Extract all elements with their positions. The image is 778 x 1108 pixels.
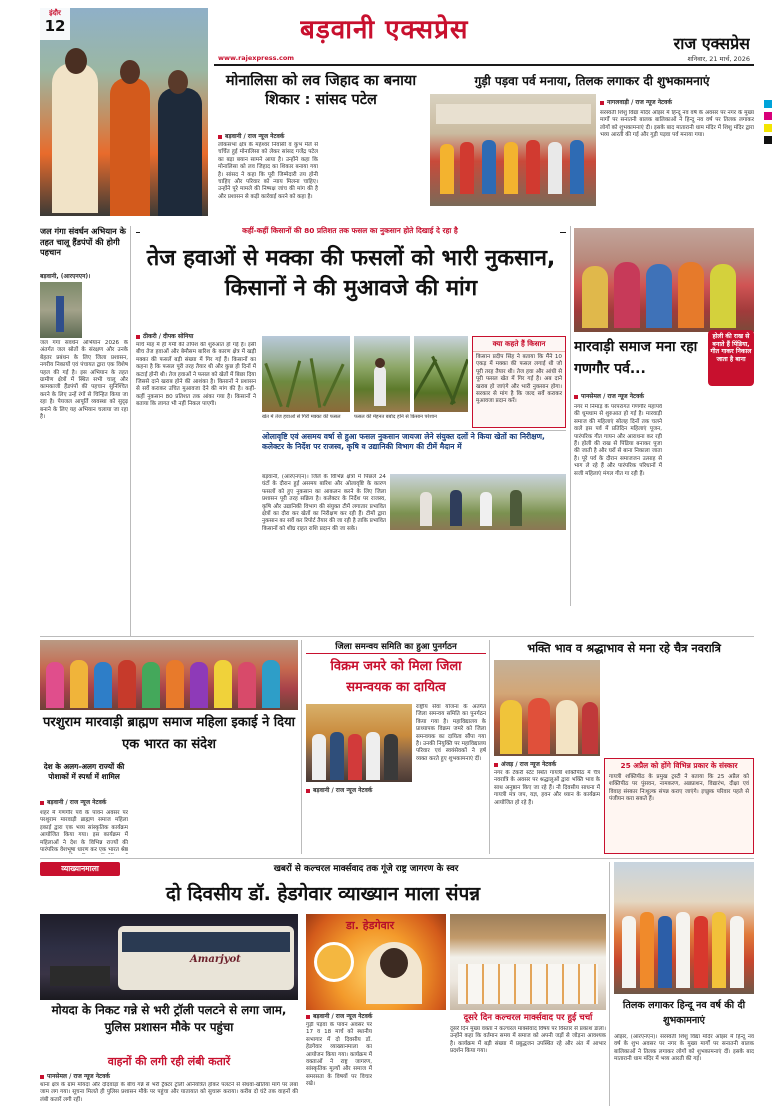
page-number-box [40,8,70,40]
hedgewar-poster-text: डा. हेडगेवार [346,919,395,932]
gudi-byline: नागलवाड़ी / राज न्यूज नेटवर्क [600,98,754,107]
right-column-rule [570,226,571,606]
hedgewar-headline: दो दिवसीय डॉ. हेडगेवार व्याख्यान माला संपन्न [165,883,481,905]
gudi-headline: गुड़ी पड़वा पर्व मनाया, तिलक लगाकर दी शुभकामनाएं [474,74,710,88]
hedgewar-sub-body: दूसरे दिन मुख्य वक्ता ने कल्चरल मार्क्सवाद विषय पर विस्तार से प्रकाश डाला। उन्होंने कहा कि वर्तमान समय में समाज को अपनी जड़ों से जोड़ना आवश्यक है। कार्यक्रम में बड़ी संख्या में प्रबुद्धजन उपस्थित रहे और अंत में आभार प्रदर्शन किया गया। [450,1026,606,1055]
hedgewar-audience-photo [450,914,606,1010]
main-byline: ठीकरी / दीपक सोनिया [136,332,256,341]
gudi-photo [430,94,596,206]
navratri-headline: भक्ति भाव व श्रद्धाभाव से मना रहे चैत्र नवरात्रि [527,641,721,655]
monalisa-byline: बड़वानी / राज न्यूज नेटवर्क [218,132,418,141]
main-body-col2 [136,520,256,640]
vikram-headline: विक्रम जमरे को मिला जिला समन्वयक का दायित्व [330,659,462,695]
hedgewar-byline: बड़वानी / राज न्यूज नेटवर्क [306,1012,446,1021]
masthead-title: बड़वानी एक्सप्रेस [300,15,469,45]
main-photo-1 [262,336,350,412]
monalisa-headline: मोनालिसा को लव जिहाद का बनाया शिकार : सांसद पटेल [225,73,417,108]
parshuram-subhead: देश के अलग-अलग राज्यों की पोशाकों में स्पर्धा में शामिल [43,762,125,781]
registration-marks [764,100,772,1000]
page-number: 12 [44,17,66,35]
masthead-date: शनिवार, 21 मार्च, 2026 [687,55,750,63]
collector-headline: ओलावृष्टि एवं असमय वर्षा से हुआ फसल नुकसान जायजा लेने संयुक्त दलों ने किया खेतों का निरीक्षण, कलेक्टर के निर्देश पर राजस्व, कृषि व उद्यानिकी विभाग की टीमें मैदान में [262,432,545,451]
sanskar-title: 25 अप्रैल को होंगे विभिन्न प्रकार के संस्कार [620,761,738,770]
hedgewar-poster [306,914,446,1010]
lower-divider [40,858,754,859]
collector-body-cont [390,534,566,604]
main-photo-3 [414,336,468,412]
jam-subhead: वाहनों की लगी रही लंबी कतारें [107,1055,231,1068]
city-label: इंदौर [49,9,61,17]
main-headline: तेज हवाओं से मक्का की फसलों को भारी नुकसान, किसानों ने की मुआवजे की मांग [146,246,556,301]
tilak-left-rule [609,862,610,1106]
bus-photo [40,914,298,1000]
monalisa-body: लोकसभा क्षेत्र के महेश्वर निवासी व कुंभ मेले से चर्चित हुई मोनालिसा को लेकर सांसद गजेंद्र पटेल का बड़ा बयान सामने आया है। उन्होंने कहा कि मोनालिसा को लव जिहाद का शिकार बनाया गया है। सांसद ने कहा कि पूरी जिम्मेदारी तय होनी चाहिए और परिवार को न्याय मिलना चाहिए। उन्होंने पूरे मामले की निष्पक्ष जांच की मांग की है और प्रशासन से कड़ी कार्रवाई करने को कहा है। [218,142,318,200]
parshuram-body-col3 [216,762,298,854]
navratri-body-col2 [604,660,754,756]
vikram-kicker: जिला समन्वय समिति का हुआ पुनर्गठन [306,640,486,654]
hedgewar-body-col2 [376,1022,446,1106]
kisan-box [472,336,566,428]
navratri-byline: अंजड़ / राज न्यूज नेटवर्क [494,760,600,769]
vikram-left-rule [301,640,302,854]
parshuram-headline: परशुराम मारवाड़ी ब्राह्मण समाज महिला इकाई ने दिया एक भारत का संदेश [43,715,295,752]
hedgewar-kicker-label: व्याख्यानमाला [40,862,120,876]
jal-photo [40,282,82,338]
parshuram-byline: बड़वानी / राज न्यूज नेटवर्क [40,798,128,807]
marwadi-body: नगर में निमाड़ के परंपरागत गणगौर महापर्व की धूमधाम से शुरुआत हो गई है। मारवाड़ी समाज की महिलाएं सोलह दिनों तक चलने वाले इस पर्व में प्रतिदिन महिलाएं पूजन, पारंपरिक गीत गायन और आराधना कर रही हैं। होली की राख से पिंडिया बनाकर पूजा की जाती है और घरों से बाना निकाला जाता है। पूरे पर्व के दौरान समाजजन उत्साह से भाग ले रहे हैं और पारंपरिक परिधानों में सजी महिलाएं मंगल गीत गा रही हैं। [574,404,662,477]
tilak-headline: तिलक लगाकर हिन्दू नव वर्ष की दी शुभकामनाएं [622,1000,746,1026]
masthead-divider [214,64,754,66]
jal-body: जल गंगा संवर्धन अभियान 2026 के अंतर्गत जल स्रोतों के संरक्षण और उनके बेहतर प्रबंधन के लिए जिला प्रशासन, नगरीय निकायों एवं पंचायत द्वारा एक विशेष पहल की गई है। इस अभियान के तहत ग्रामीण क्षेत्रों में स्थित सभी चालू और कामकाजी हैंडपंपों की पहचान सुनिश्चित करने के लिए उन्हें रंगों से चिन्हित किया जा रहा है। पेयजल आपूर्ति व्यवस्था को सुदृढ़ बनाने के लिए यह अभियान चलाया जा रहा है। [40,340,128,421]
main-photo-caption: खेत में तेज हवाओं से गिरी मक्का की फसल [262,414,341,420]
tilak-photo [614,862,754,994]
main-kicker: कहीं-कहीं किसानों की 80 प्रतिशत तक फसल का नुकसान होते दिखाई दे रहा है [140,226,560,238]
vikram-body-cont [306,798,412,854]
parshuram-photo [40,640,298,710]
collector-top-rule [262,430,566,431]
vikram-body: राष्ट्रीय सेवा योजना के अंतर्गत जिला समन्वय समिति का पुनर्गठन किया गया है। महाविद्यालय के प्राध्यापक विक्रम जमरे को जिला समन्वयक का दायित्व सौंपा गया है। उनकी नियुक्ति पर महाविद्यालय परिवार एवं स्वयंसेवकों ने हर्ष व्यक्त करते हुए शुभकामनाएं दीं। [416,704,486,762]
masthead-brand: राज एक्सप्रेस [673,34,750,52]
tilak-body: ओझर, (आरएनएन)। सरस्वती शिशु विद्या मंदिर ओझर में हिन्दू नव वर्ष के शुभ अवसर पर नगर के मुख्य मार्गों पर सनातनी बालक बालिकाओं ने तिलक लगाकर लोगों को शुभकामनाएं दीं। इसके बाद मातारानी धाम मंदिर में भव्य आरती की गई। [614,1034,754,1063]
jal-byline: बड़वानी, (आरएनएन)। [40,273,91,280]
collector-body: बड़वानी, (आरएनएन)। जिले के विभिन्न क्षेत्रों में पिछले 24 घंटों के दौरान हुई असमय बारिश और ओलावृष्टि के कारण फसलों को हुए नुकसान का आकलन करने के लिए जिला प्रशासन पूरी तरह सक्रिय है। कलेक्टर के निर्देश पर राजस्व, कृषि और उद्यानिकी विभाग की संयुक्त टीमें लगातार प्रभावित क्षेत्रों का दौरा कर खेतों का निरीक्षण कर रही हैं। टीमों द्वारा नुकसान का सर्वे कर रिपोर्ट तैयार की जा रही है ताकि प्रभावित किसानों को शीघ्र राहत राशि प्रदान की जा सके। [262,474,386,532]
main-body: मार्च माह में ही गर्मी की तपिश की शुरुआत हो गई है। इसी बीच तेज हवाओं और बेमौसम बारिश के कारण क्षेत्र में खड़ी मक्का की फसलें बड़ी संख्या में गिर गई हैं। किसानों का कहना है कि फसल पूरी तरह तैयार थी और कुछ ही दिनों में कटाई होनी थी। तेज हवाओं ने फसल को खेतों में बिछा दिया जिससे दाने खराब होने की आशंका है। किसानों ने प्रशासन से सर्वे कराकर उचित मुआवजा देने की मांग की है। कहीं-कहीं नुकसान 80 प्रतिशत तक आंका गया है। किसानों ने बताया कि लागत भी नहीं निकल पाएगी। [136,342,256,408]
marwadi-badge: होली की राख से बनाते हैं पिंडिया, गीत गाकर निकाल जाता है बाना [708,330,754,386]
bus-text: Amarjyot [190,954,241,965]
marwadi-photo [574,228,754,332]
mid-divider [40,636,754,637]
collector-photo [390,474,566,530]
left-column-rule [130,226,131,636]
navratri-left-rule [489,640,490,854]
marwadi-headline: मारवाड़ी समाज मना रहा गणगौर पर्व... [574,339,698,377]
jam-headline: मोयदा के निकट गन्ने से भरी ट्रॉली पलटने से लगा जाम, पुलिस प्रशासन मौके पर पहुंचा [51,1003,287,1034]
jam-byline: पानसेमल / राज न्यूज नेटवर्क [40,1072,298,1081]
kisan-box-body: किसान प्रदीप सिंह ने बताया कि मैंने 10 एकड़ में मक्का की फसल लगाई थी जो पूरी तरह तैयार थी। तेज हवा और आंधी से पूरी फसल खेत में गिर गई है। अब दाने खराब हो जाएंगे और भारी नुकसान होगा। सरकार से मांग है कि जल्द सर्वे कराकर मुआवजा प्रदान करें। [476,354,562,405]
main-photo-caption-2: फसल की मेहनत बर्बाद होने से किसान परेशान [354,414,437,420]
parshuram-body: शहर में गणगौर पर्व के पावन अवसर पर परशुराम मारवाड़ी ब्राह्मण समाज महिला इकाई द्वारा एक भव्य सांस्कृतिक कार्यक्रम आयोजित किया गया। इस कार्यक्रम में महिलाओं ने देश के विभिन्न राज्यों की पारंपरिक वेशभूषा धारण कर एक भारत श्रेष्ठ [40,810,128,854]
kisan-box-title: क्या कहते हैं किसान [473,337,565,352]
monalisa-body-cont [322,142,422,218]
sanskar-body: गायत्री शक्तिपीठ के प्रमुख ट्रस्टी ने बताया कि 25 अप्रैल को शक्तिपीठ पर पुंसवन, नामकरण, अन्नप्राशन, विद्यारंभ, दीक्षा एवं विवाह संस्कार निःशुल्क संपन्न कराए जाएंगे। इच्छुक परिवार पहले से पंजीयन करा सकते हैं। [609,774,749,803]
jal-headline: जल गंगा संवर्धन अभियान के तहत चालू हैंडपंपों की होगी पहचान [40,226,126,257]
marwadi-byline: पानसेमल / राज न्यूज नेटवर्क [574,392,754,401]
navratri-photo [494,660,600,756]
gudi-body: सरस्वती शिशु विद्या मंदिर ओझर में हिन्दू नव वर्ष के अवसर पर नगर के मुख्य मार्गों पर सनातनी बालक बालिकाओं ने हिन्दू नव वर्ष पर तिलक लगाकर लोगों को शुभकामनाएं दी। इसके बाद मातारानी धाम मंदिर में शिशु मंदिर द्वारा भव्य आरती की गई और गुड़ी पड़वा पर्व मनाया गया। [600,110,754,139]
hedgewar-kicker: खबरों से कल्चरल मार्क्सवाद तक गूंजे राष्ट्र जागरण के स्वर [273,864,459,874]
sanskar-box [604,758,754,854]
marwadi-body-cont [666,404,754,606]
vikram-byline: बड़वानी / राज न्यूज नेटवर्क [306,786,412,795]
parshuram-body-col2 [132,762,212,854]
vikram-photo [306,704,412,782]
hedgewar-sub-headline: दूसरे दिन कल्चरल मार्क्सवाद पर हुई चर्चा [463,1013,593,1023]
jam-body: थाना क्षेत्र के ग्राम मोयदा और दोंदवाड़ा के बीच गन्ने से भरी ट्रैक्टर ट्रॉली अनियंत्रित होकर पलटने से सेंधवा-खेतिया मार्ग पर लंबा जाम लग गया। सूचना मिलते ही पुलिस प्रशासन मौके पर पहुंचा और यातायात को सुचारू कराया। करीब दो घंटे तक वाहनों की लंबी कतारें लगी रहीं। [40,1082,298,1103]
hedgewar-body: गुड़ी पड़वा के पावन अवसर पर 17 व 18 मार्च को स्थानीय सभागार में दो दिवसीय डॉ. हेडगेवार व्याख्यानमाला का आयोजन किया गया। कार्यक्रम में वक्ताओं ने राष्ट्र जागरण, सांस्कृतिक मूल्यों और समाज में समरसता के विषयों पर विचार रखे। [306,1022,372,1088]
masthead-website[interactable]: www.rajexpress.com [218,54,295,62]
navratri-body: नगर के टेकरी स्टेट स्थित गायत्री शक्तिपीठ में चैत्र नवरात्रि के अवसर पर श्रद्धालुओं द्वारा भक्ति भाव के साथ अनुष्ठान किए जा रहे हैं। नौ दिवसीय साधना में गायत्री मंत्र जप, यज्ञ, हवन और ध्यान के कार्यक्रम आयोजित हो रहे हैं। [494,770,600,806]
main-photo-2 [354,336,410,412]
